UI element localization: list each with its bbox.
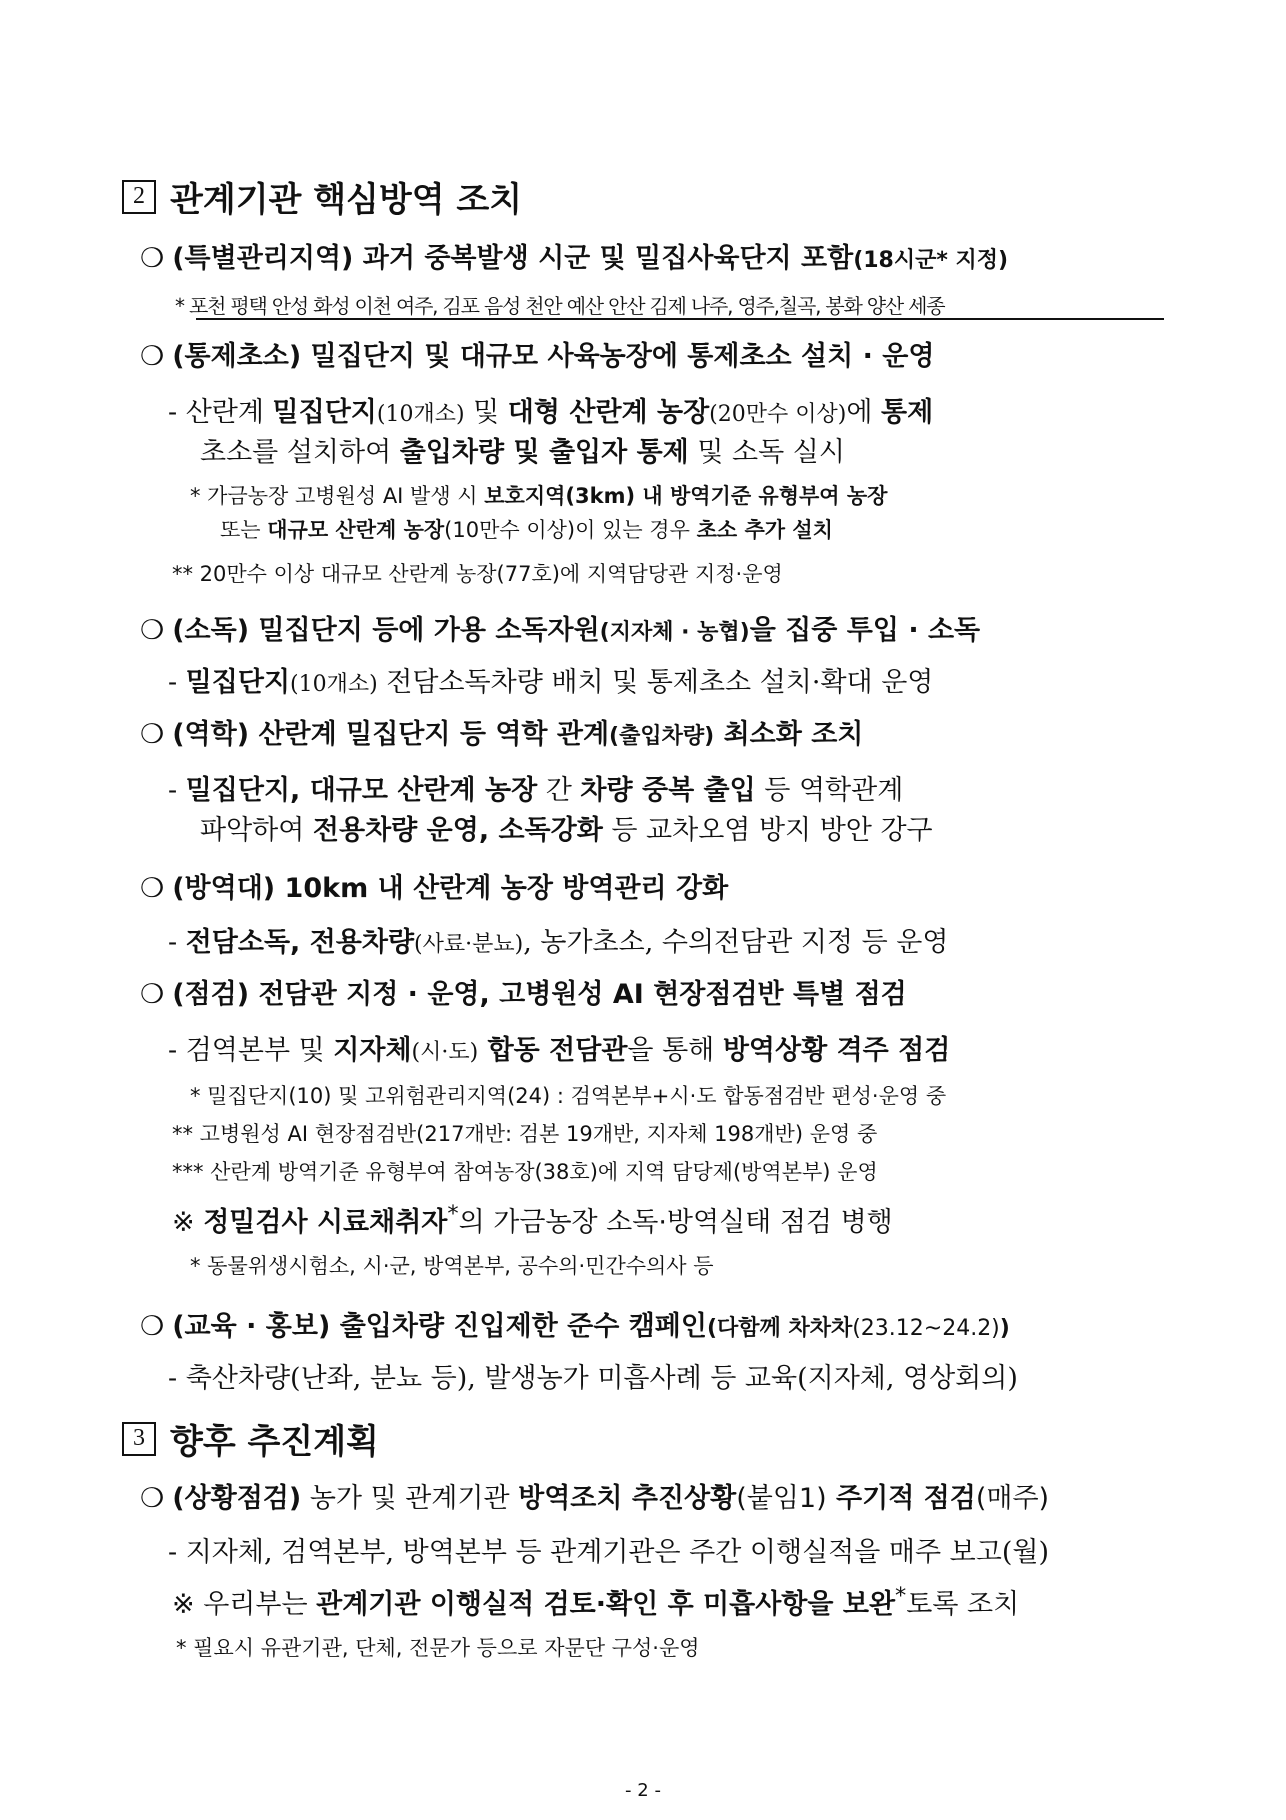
footnote-2: ** 20만수 이상 대규모 산란계 농장(77호)에 지역담당관 지정·운영 xyxy=(172,562,783,586)
bullet-disinfection xyxy=(140,608,1170,647)
text-small: (시·도) xyxy=(411,1040,479,1065)
text-bold: 대규모 산란계 농장 xyxy=(267,518,445,542)
text: 간 xyxy=(537,775,581,806)
bullet-text: 밀집단지 및 대규모 사육농장에 통제초소 설치 · 운영 xyxy=(301,341,935,372)
text-bold: 밀집단지 xyxy=(185,667,291,698)
text-bold: 합동 전담관 xyxy=(478,1035,628,1066)
section-2-heading xyxy=(122,172,522,221)
text: 또는 xyxy=(220,518,268,542)
text-small: (10개소) xyxy=(290,672,378,697)
section-number-box: 2 xyxy=(122,180,156,214)
bullet-text: 산란계 밀집단지 등 역학 관계 xyxy=(249,719,610,750)
footnote-2: ** 고병원성 AI 현장점검반(217개반: 검본 19개반, 지자체 198개반) 운영 중 xyxy=(172,1122,878,1146)
bullet-suffix: (18시군* 지정) xyxy=(853,248,1009,273)
bullet-tag: (교육 · 홍보) xyxy=(172,1311,331,1342)
bullet-circle-icon: ❍ xyxy=(140,979,165,1010)
bullet-status-check xyxy=(140,1476,1170,1515)
dash-continuation xyxy=(200,808,1168,847)
dash-item: - 축산차량(난좌, 분뇨 등), 발생농가 미흡사례 등 교육(지자체, 영상회의) xyxy=(168,1363,1018,1394)
footnote-1: * 밀집단지(10) 및 고위험관리지역(24) : 검역본부+시·도 합동점검반 편성·운영 중 xyxy=(190,1084,947,1108)
text: - xyxy=(168,927,186,958)
section-title: 향후 추진계획 xyxy=(170,1422,379,1462)
bullet-suffix-close: ) xyxy=(999,1316,1010,1341)
text: 및 xyxy=(464,397,508,428)
dash-item xyxy=(168,920,1168,959)
text-bold: 출입차량 및 출입자 통제 xyxy=(399,437,689,468)
text-small: (10개소) xyxy=(376,402,465,427)
text: 에 xyxy=(846,397,882,428)
bullet-suffix: (다함께 차차차 xyxy=(706,1316,853,1341)
text-bold: 밀집단지 xyxy=(272,397,377,428)
bullet-circle-icon: ❍ xyxy=(140,243,165,274)
text-bold: 밀집단지, 대규모 산란계 농장 xyxy=(185,775,538,806)
text: - xyxy=(168,775,186,806)
reference-note xyxy=(172,1200,1172,1239)
bullet-special-zone xyxy=(140,236,1170,275)
bullet-text: 과거 중복발생 시군 및 밀집사육단지 포함 xyxy=(353,243,854,274)
bullet-tag: (점검) xyxy=(172,979,250,1010)
text-bold: 초소 추가 설치 xyxy=(696,518,833,542)
text: - xyxy=(168,667,186,698)
text: 등 역학관계 xyxy=(755,775,904,806)
bullet-circle-icon: ❍ xyxy=(140,719,165,750)
bullet-tag: (역학) xyxy=(172,719,250,750)
text-bold: 보호지역(3km) 내 방역기준 유형부여 농장 xyxy=(484,484,888,508)
dash-item xyxy=(168,660,1168,699)
bullet-text: 전담관 지정 · 운영, 고병원성 AI 현장점검반 특별 점검 xyxy=(249,979,907,1010)
bullet-circle-icon: ❍ xyxy=(140,1311,165,1342)
text-bold: 관계기관 이행실적 검토·확인 후 미흡사항을 보완 xyxy=(316,1589,896,1620)
bullet-tag: (방역대) xyxy=(172,873,276,904)
footnote-3: *** 산란계 방역기준 유형부여 참여농장(38호)에 지역 담당제(방역본부) 운영 xyxy=(172,1160,878,1184)
bullet-inspection xyxy=(140,972,1170,1011)
section-number-box: 3 xyxy=(122,1422,156,1456)
bullet-text: 을 집중 투입 · 소독 xyxy=(749,615,981,646)
footnote-regions: * 포천 평택 안성 화성 이천 여주, 김포 음성 천안 예산 안산 김제 나주, 영주,칠곡, 봉화 양산 세종 xyxy=(175,294,945,318)
text-small: (사료·분뇨) xyxy=(414,932,524,957)
bullet-text-bold: 방역조치 추진상황 xyxy=(518,1483,737,1514)
text: - 산란계 xyxy=(168,397,273,428)
text: 등 교차오염 방지 방안 강구 xyxy=(602,815,933,846)
bullet-epidemiology xyxy=(140,712,1170,751)
text: 전담소독차량 배치 및 통제초소 설치·확대 운영 xyxy=(377,667,934,698)
bullet-text: 농가 및 관계기관 xyxy=(301,1483,519,1514)
bullet-suffix-date: (23.12~24.2) xyxy=(852,1316,1000,1341)
footnote: * 필요시 유관기관, 단체, 전문가 등으로 자문단 구성·운영 xyxy=(176,1636,700,1660)
text: - 검역본부 및 xyxy=(168,1035,334,1066)
text: 파악하여 xyxy=(200,815,313,846)
bullet-circle-icon: ❍ xyxy=(140,1483,165,1514)
footnote-4: * 동물위생시험소, 시·군, 방역본부, 공수의·민간수의사 등 xyxy=(190,1254,714,1278)
text-bold: 전담소독, 전용차량 xyxy=(185,927,415,958)
bullet-suffix: (출입차량) xyxy=(609,724,715,749)
text: 의 가금농장 소독·방역실태 점검 병행 xyxy=(458,1207,893,1238)
text: 을 통해 xyxy=(627,1035,723,1066)
bullet-suffix: (지자체 · 농협) xyxy=(599,620,750,645)
bullet-circle-icon: ❍ xyxy=(140,341,165,372)
bullet-quarantine-zone xyxy=(140,866,1170,905)
text: 초소를 설치하여 xyxy=(200,437,400,468)
footnote-marker: * xyxy=(895,1583,907,1609)
footnote-marker: * xyxy=(447,1201,459,1227)
bullet-education xyxy=(140,1304,1170,1343)
bullet-text: 밀집단지 등에 가용 소독자원 xyxy=(249,615,600,646)
bullet-circle-icon: ❍ xyxy=(140,873,165,904)
text-small: (20만수 이상) xyxy=(709,402,847,427)
section-title: 관계기관 핵심방역 조치 xyxy=(170,180,523,220)
bullet-circle-icon: ❍ xyxy=(140,615,165,646)
dash-item: - 지자체, 검역본부, 방역본부 등 관계기관은 주간 이행실적을 매주 보고(월) xyxy=(168,1537,1049,1568)
text: (10만수 이상)이 있는 경우 xyxy=(444,518,697,542)
bullet-text-bold: 주기적 점검 xyxy=(826,1483,976,1514)
page-number: - 2 - xyxy=(625,1780,661,1801)
text: 토록 조치 xyxy=(906,1589,1020,1620)
text: 및 소독 실시 xyxy=(688,437,845,468)
bullet-text: 출입차량 진입제한 준수 캠페인 xyxy=(330,1311,707,1342)
text-bold: 차량 중복 출입 xyxy=(580,775,756,806)
reference-note xyxy=(172,1582,1172,1621)
reference-mark: ※ xyxy=(172,1207,204,1238)
bullet-text-small: (매주) xyxy=(975,1483,1050,1514)
dash-continuation xyxy=(200,430,1168,469)
bullet-text: 10km 내 산란계 농장 방역관리 강화 xyxy=(275,873,729,904)
bullet-text-small: (붙임1) xyxy=(736,1483,827,1514)
text-bold: 방역상황 격주 점검 xyxy=(722,1035,951,1066)
bullet-control-post xyxy=(140,334,1170,373)
text: * 가금농장 고병원성 AI 발생 시 xyxy=(190,484,485,508)
bullet-tag: (통제초소) xyxy=(172,341,302,372)
text: , 농가초소, 수의전담관 지정 등 운영 xyxy=(523,927,949,958)
bullet-text: 최소화 조치 xyxy=(714,719,864,750)
footnote-underline xyxy=(196,318,1164,320)
section-3-heading xyxy=(122,1414,379,1463)
dash-item xyxy=(168,390,1168,429)
text-bold: 정밀검사 시료채취자 xyxy=(203,1207,448,1238)
bullet-tag: (특별관리지역) xyxy=(172,243,354,274)
text-bold: 통제 xyxy=(881,397,934,428)
bullet-tag: (소독) xyxy=(172,615,250,646)
bullet-tag: (상황점검) xyxy=(172,1483,302,1514)
text-bold: 전용차량 운영, 소독강화 xyxy=(312,815,603,846)
text: ※ 우리부는 xyxy=(172,1589,317,1620)
dash-item xyxy=(168,1028,1168,1067)
text-bold: 대형 산란계 농장 xyxy=(507,397,710,428)
text-bold: 지자체 xyxy=(333,1035,412,1066)
footnote-continuation xyxy=(220,514,1170,544)
footnote xyxy=(190,480,1170,510)
dash-item xyxy=(168,768,1168,807)
